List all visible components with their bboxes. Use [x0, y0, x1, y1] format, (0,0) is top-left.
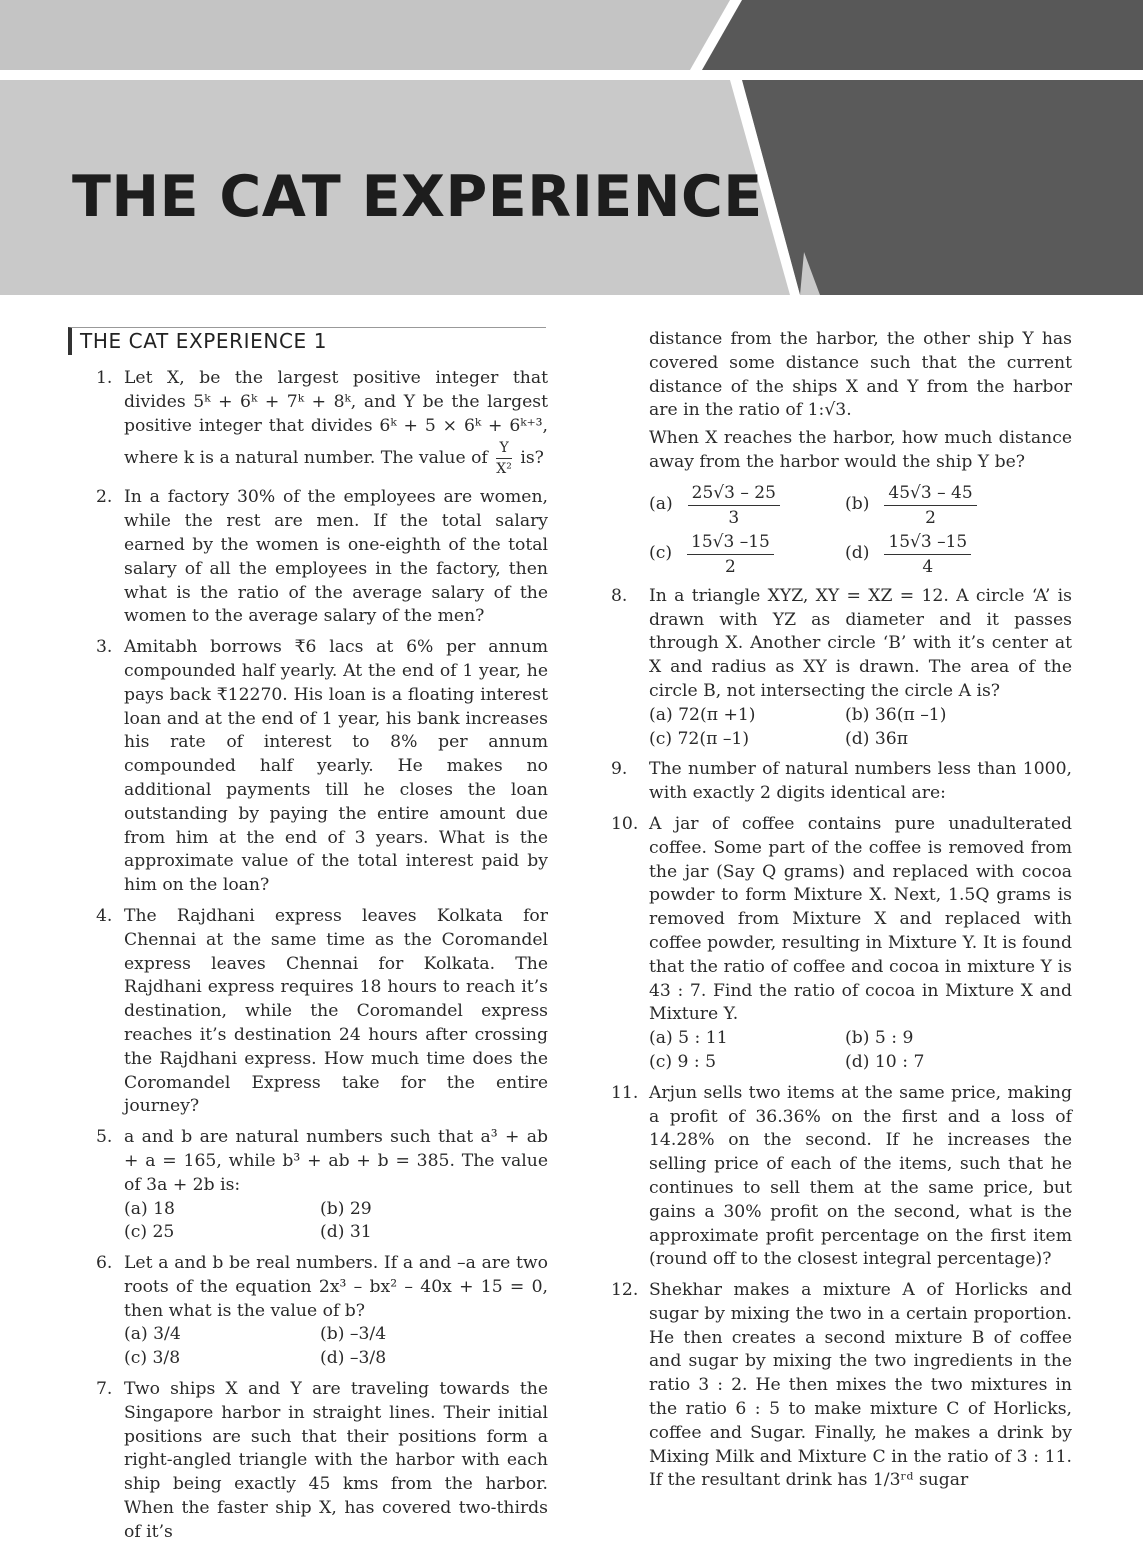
fraction-numerator: 15√3 –15: [884, 530, 971, 555]
option-a: (a) 72(π +1): [649, 704, 756, 725]
option-b: (b) 36(π –1): [845, 704, 947, 725]
question-number: 4.: [96, 905, 113, 926]
question-6: [96, 1252, 548, 1371]
fraction-numerator: 15√3 –15: [687, 530, 774, 555]
question-number: 7.: [96, 1379, 113, 1400]
option-c: (c) 25: [124, 1222, 175, 1243]
option-c: (c) 9 : 5: [649, 1051, 717, 1072]
fraction-denominator: 3: [728, 507, 740, 528]
option-c: [649, 530, 845, 579]
left-column: [96, 367, 548, 1552]
fraction-y-over-x2: [496, 438, 512, 479]
option-b: (b) 5 : 9: [845, 1028, 914, 1049]
option-d: (d) 10 : 7: [845, 1051, 925, 1072]
question-5: [96, 1126, 548, 1245]
option-label: (c): [649, 543, 673, 564]
fraction-denominator: 2: [725, 556, 736, 577]
option-a: (a) 3/4: [124, 1324, 181, 1345]
question-text: Let X, be the largest positive integer that divides 5ᵏ + 6ᵏ + 7ᵏ + 8ᵏ, and Y be the largest positive integer that divides 6ᵏ + 5 × 6ᵏ + 6ᵏ⁺³, where k is a natural number. The value of: [124, 368, 548, 469]
option-fraction: [687, 530, 774, 579]
question-number: 11.: [611, 1082, 639, 1103]
question-number: 1.: [96, 368, 113, 388]
option-d: [845, 530, 1072, 579]
question-8: [612, 585, 1072, 752]
question-7: [96, 1378, 548, 1545]
option-c: (c) 3/8: [124, 1348, 181, 1369]
answer-options: [649, 704, 1072, 752]
question-1: [96, 367, 548, 479]
question-number: 6.: [96, 1253, 113, 1274]
option-d: (d) –3/8: [320, 1348, 387, 1369]
section-heading-text: THE CAT EXPERIENCE 1: [80, 329, 328, 353]
fraction-denominator: X²: [496, 461, 512, 478]
question-text: Amitabh borrows ₹6 lacs at 6% per annum compounded half yearly. At the end of 1 year, he pays back ₹12270. His loan is a floating interest loan and at the end of 1 year, his bank increases his rate of interest to 8% per annum compounded half yearly. He makes no additional payments till he closes the loan outstanding by paying the entire amount due from him at the end of 3 years. What is the approximate value of the total interest paid by him on the loan?: [124, 637, 548, 896]
question-number: 10.: [611, 813, 639, 834]
fraction-numerator: 45√3 – 45: [884, 481, 976, 506]
answer-options: [124, 1323, 548, 1371]
option-label: (a): [649, 494, 673, 515]
question-number: 5.: [96, 1127, 113, 1148]
option-d: (d) 36π: [845, 728, 909, 749]
question-number: 8.: [611, 585, 628, 606]
header-banner: [0, 0, 1143, 295]
question-12: [612, 1279, 1072, 1493]
fraction-numerator: Y: [496, 438, 512, 459]
question-text: A jar of coffee contains pure unadulterated coffee. Some part of the coffee is removed from the jar (Say Q grams) and replaced with cocoa powder to form Mixture X. Next, 1.5Q grams is removed from Mixture X and replaced with coffee powder, resulting in Mixture Y. It is found that the ratio of coffee and cocoa in mixture Y is 43 : 7. Find the ratio of cocoa in Mixture X and Mixture Y.: [649, 813, 1072, 1025]
question-text: The number of natural numbers less than 1000, with exactly 2 digits identical are:: [649, 759, 1072, 804]
option-d: (d) 31: [320, 1222, 372, 1243]
question-3: [96, 636, 548, 898]
option-fraction: [688, 481, 780, 530]
question-4: [96, 905, 548, 1119]
section-heading: [68, 327, 546, 355]
question-11: [612, 1082, 1072, 1272]
question-text: Arjun sells two items at the same price, making a profit of 36.36% on the first and a loss of 14.28% on the second. If he increases the selling price of each of the items, such that he continues to sell them at the same price, but gains a 30% profit on the second, what is the approximate profit percentage on the first item (round off to the closest integral percentage)?: [649, 1082, 1072, 1270]
question-tail: is?: [520, 448, 544, 469]
option-fraction: [884, 530, 971, 579]
question-10: [612, 813, 1072, 1075]
option-fraction: [884, 481, 976, 530]
fraction-denominator: 4: [922, 556, 934, 577]
question-number: 2.: [96, 487, 113, 508]
option-b: [845, 481, 1072, 530]
question-text: Shekhar makes a mixture A of Horlicks and sugar by mixing the two in a certain proportion. He then creates a second mixture B of coffee and sugar by mixing the two ingredients in the ratio 3 : 2. He then mixes the two mixtures in the ratio 6 : 5 to make mixture C of Horlicks, coffee and Sugar. Finally, he makes a drink by Mixing Milk and Mixture C in the ratio of 3 : 11. If the resultant drink has 1/3ʳᵈ sugar: [649, 1280, 1072, 1491]
option-a: (a) 5 : 11: [649, 1028, 728, 1049]
question-prompt: When X reaches the harbor, how much distance away from the harbor would the ship Y be?: [649, 428, 1072, 472]
fraction-denominator: 2: [925, 507, 936, 528]
question-text: In a triangle XYZ, XY = XZ = 12. A circle ‘A’ is drawn with YZ as diameter and it passes through X. Another circle ‘B’ with it’s center at X and radius as XY is drawn. The area of the circle B, not intersecting the circle A is?: [649, 585, 1072, 701]
header-dark-top: [702, 0, 1143, 70]
page-title: THE CAT EXPERIENCE: [72, 164, 763, 230]
question-text: a and b are natural numbers such that a³ + ab + a = 165, while b³ + ab + b = 385. The value of 3a + 2b is:: [124, 1127, 548, 1195]
option-b: (b) 29: [320, 1198, 372, 1219]
question-2: [96, 486, 548, 629]
question-text-continued: distance from the harbor, the other ship Y has covered some distance such that the current distance of the ships X and Y from the harbor are in the ratio of 1:√3.: [649, 329, 1072, 421]
header-light-top: [0, 0, 730, 70]
question-number: 12.: [611, 1280, 639, 1301]
question-number: 3.: [96, 637, 113, 658]
answer-options: [124, 1198, 548, 1246]
option-label: (b): [845, 494, 870, 515]
option-b: (b) –3/4: [320, 1324, 387, 1345]
question-9: [612, 758, 1072, 806]
question-text: In a factory 30% of the employees are women, while the rest are men. If the total salary earned by the women is one-eighth of the total salary of all the employees in the factory, then what is the ratio of the average salary of the women to the average salary of the men?: [124, 487, 548, 627]
option-label: (d): [845, 543, 870, 564]
question-7-continued: [612, 328, 1072, 579]
option-a: [649, 481, 845, 530]
fraction-numerator: 25√3 – 25: [688, 481, 780, 506]
question-text: Two ships X and Y are traveling towards the Singapore harbor in straight lines. Their initial positions are such that their positions form a right-angled triangle with the harbor with each ship being exactly 45 kms from the harbor. When the faster ship X, has covered two-thirds of it’s: [124, 1379, 548, 1542]
answer-options: [649, 481, 1072, 579]
question-text: The Rajdhani express leaves Kolkata for Chennai at the same time as the Coromandel express leaves Chennai for Kolkata. The Rajdhani express requires 18 hours to reach it’s destination, while the Coromandel express reaches it’s destination 24 hours after crossing the Rajdhani express. How much time does the Coromandel Express take for the entire journey?: [124, 905, 548, 1117]
question-number: 9.: [611, 759, 628, 780]
answer-options: [649, 1027, 1072, 1075]
right-column: [612, 328, 1072, 1500]
question-text: Let a and b be real numbers. If a and –a are two roots of the equation 2x³ – bx² – 40x + 15 = 0, then what is the value of b?: [124, 1253, 548, 1321]
option-a: (a) 18: [124, 1198, 175, 1219]
option-c: (c) 72(π –1): [649, 728, 750, 749]
